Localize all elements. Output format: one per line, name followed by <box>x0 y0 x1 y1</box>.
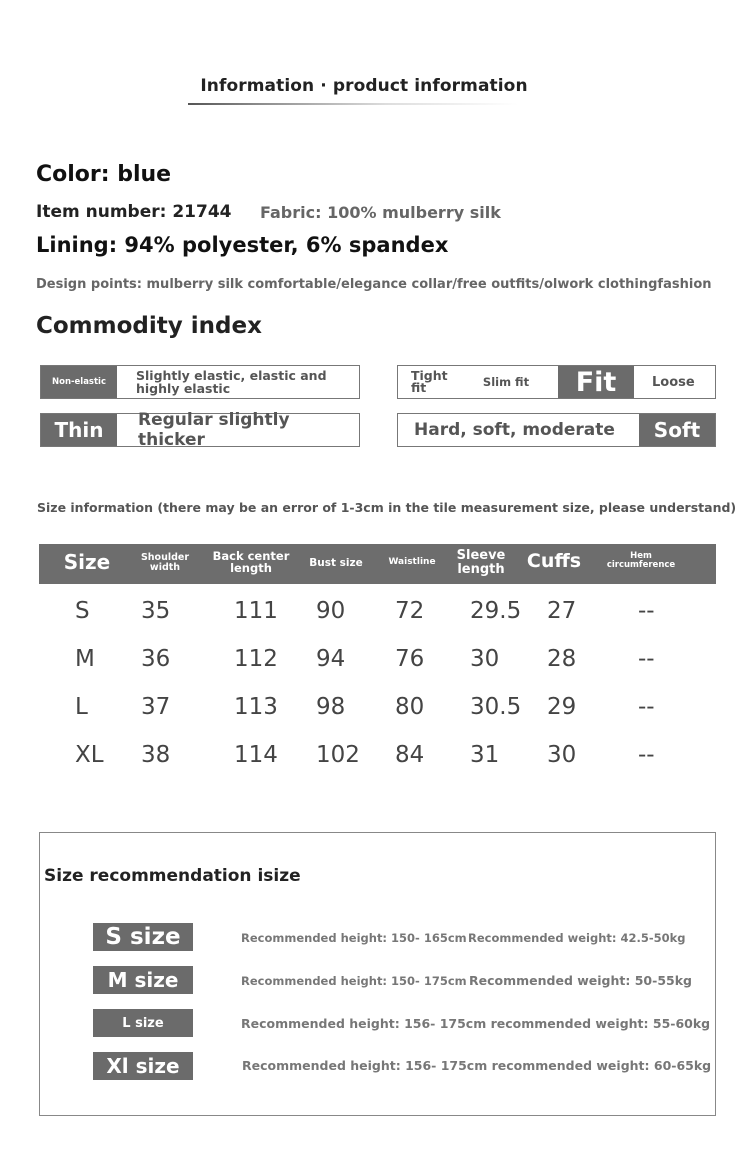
header-bust-size: Bust size <box>309 557 363 569</box>
cell-size: L <box>75 694 88 720</box>
header-back-center-length: Back center length <box>212 549 290 576</box>
cell-waistline: 72 <box>395 598 425 624</box>
badge-m-size-label: M size <box>107 968 179 992</box>
cell-shoulder-width: 35 <box>141 598 171 624</box>
badge-l-size <box>93 1009 193 1037</box>
badge-m-size <box>93 966 193 994</box>
cell-back-center-length: 113 <box>234 694 278 720</box>
cell-sleeve-length: 31 <box>470 742 500 768</box>
header-size: Size <box>63 550 111 574</box>
cell-waistline: 84 <box>395 742 425 768</box>
cell-waistline: 76 <box>395 646 425 672</box>
cell-shoulder-width: 37 <box>141 694 171 720</box>
badge-s-size <box>93 923 193 951</box>
cell-bust-size: 94 <box>316 646 346 672</box>
fit-tight-label: Tight fit <box>411 367 448 395</box>
fit-slim <box>454 366 558 398</box>
lining-info: Lining: 94% polyester, 6% spandex <box>36 233 449 257</box>
recommendation-title: Size recommendation isize <box>44 866 301 886</box>
m-size-height: Recommended height: 150- 175cm <box>241 974 467 988</box>
softness-selected-label: Soft <box>653 418 701 442</box>
fabric-info: Fabric: 100% mulberry silk <box>260 203 501 222</box>
fit-loose-label: Loose <box>652 374 695 390</box>
cell-back-center-length: 111 <box>234 598 278 624</box>
elasticity-selected <box>41 366 117 398</box>
cell-cuffs: 27 <box>547 598 577 624</box>
thickness-options <box>117 410 359 450</box>
cell-sleeve-length: 29.5 <box>470 598 522 624</box>
cell-size: XL <box>75 742 104 768</box>
cell-back-center-length: 114 <box>234 742 278 768</box>
m-size-weight: Recommended weight: 50-55kg <box>469 973 692 988</box>
softness-options <box>398 414 639 446</box>
elasticity-selected-label: Non-elastic <box>51 377 107 387</box>
cell-hem-circumference: -- <box>638 742 655 768</box>
cell-bust-size: 90 <box>316 598 346 624</box>
size-note: Size information (there may be an error of 1-3cm in the tile measurement size, please understand) <box>37 500 737 515</box>
softness-selected <box>639 414 715 446</box>
header-waistline: Waistline <box>388 557 436 567</box>
elasticity-options <box>117 366 359 398</box>
softness-index <box>397 413 716 447</box>
header-hem-circumference: Hem circumference <box>606 551 676 570</box>
item-number: Item number: 21744 <box>36 202 232 222</box>
cell-sleeve-length: 30 <box>470 646 500 672</box>
cell-size: M <box>75 646 95 672</box>
badge-l-size-label: L size <box>122 1015 164 1031</box>
thickness-selected <box>41 414 117 446</box>
fit-selected-label: Fit <box>575 366 617 398</box>
elasticity-options-label: Slightly elastic, elastic and highly elastic <box>136 367 327 396</box>
cell-hem-circumference: -- <box>638 694 655 720</box>
xl-size-recommendation: Recommended height: 156- 175cm recommended weight: 60-65kg <box>242 1058 712 1073</box>
header-underline <box>188 103 518 105</box>
cell-back-center-length: 112 <box>234 646 278 672</box>
commodity-index-title: Commodity index <box>36 313 262 339</box>
fit-slim-label: Slim fit <box>482 375 530 389</box>
fit-index <box>397 365 716 399</box>
s-size-weight: Recommended weight: 42.5-50kg <box>468 931 686 945</box>
header-sleeve-length: Sleeve length <box>456 548 506 577</box>
cell-hem-circumference: -- <box>638 646 655 672</box>
l-size-recommendation: Recommended height: 156- 175cm recommended weight: 55-60kg <box>241 1016 711 1031</box>
fit-loose <box>634 366 715 398</box>
cell-cuffs: 30 <box>547 742 577 768</box>
softness-options-label: Hard, soft, moderate <box>414 420 615 440</box>
badge-xl-size-label: Xl size <box>106 1054 180 1078</box>
cell-size: S <box>75 598 90 624</box>
cell-cuffs: 29 <box>547 694 577 720</box>
cell-waistline: 80 <box>395 694 425 720</box>
s-size-height: Recommended height: 150- 165cm <box>241 931 467 945</box>
size-table-header <box>39 544 716 584</box>
fit-selected <box>558 366 634 398</box>
badge-xl-size <box>93 1052 193 1080</box>
cell-hem-circumference: -- <box>638 598 655 624</box>
fit-tight <box>398 366 454 398</box>
badge-s-size-label: S size <box>105 924 181 950</box>
thickness-selected-label: Thin <box>54 418 104 442</box>
elasticity-index <box>40 365 360 399</box>
cell-shoulder-width: 36 <box>141 646 171 672</box>
cell-bust-size: 102 <box>316 742 360 768</box>
cell-bust-size: 98 <box>316 694 346 720</box>
design-points: Design points: mulberry silk comfortable/elegance collar/free outfits/olwork clothingfashion <box>36 277 712 292</box>
page-title: Information · product information <box>200 76 528 96</box>
cell-cuffs: 28 <box>547 646 577 672</box>
product-color: Color: blue <box>36 162 172 187</box>
thickness-index <box>40 410 360 450</box>
cell-sleeve-length: 30.5 <box>470 694 522 720</box>
thickness-options-label: Regular slightly thicker <box>138 410 290 450</box>
cell-shoulder-width: 38 <box>141 742 171 768</box>
header-cuffs: Cuffs <box>526 550 582 572</box>
header-shoulder-width: Shoulder width <box>140 552 190 573</box>
